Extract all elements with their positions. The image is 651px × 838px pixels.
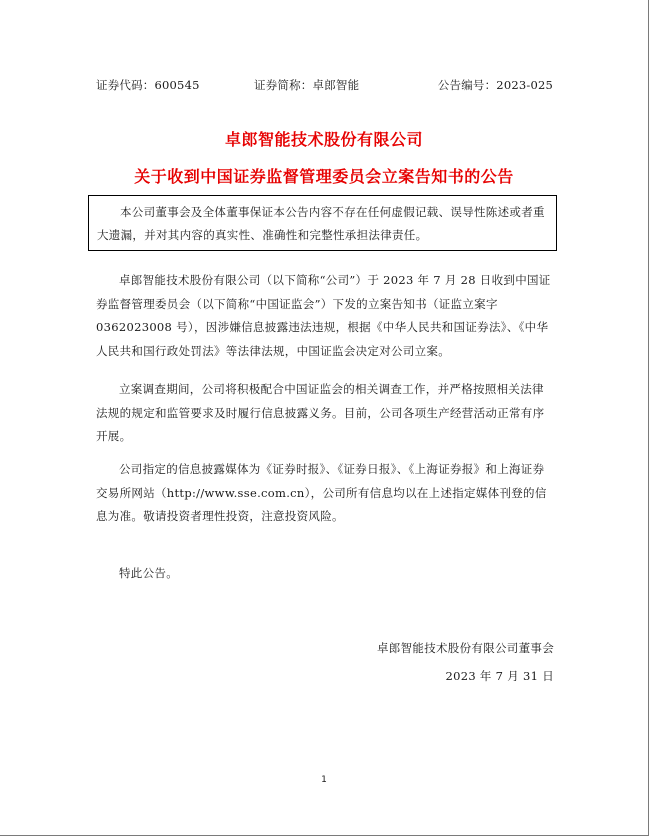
paragraph-text: 特此公告。	[119, 566, 178, 580]
stock-abbreviation: 证券简称：卓郎智能	[254, 78, 360, 92]
board-guarantee-notice	[88, 195, 557, 251]
paragraph-text: 立案调查期间，公司将积极配合中国证监会的相关调查工作，并严格按照相关法律法规的规定和监管要求及时履行信息披露义务。目前，公司各项生产经营活动正常有序开展。	[96, 382, 545, 443]
paragraph-closing	[96, 562, 555, 586]
paragraph-investigation	[96, 378, 555, 449]
notice-text: 本公司董事会及全体董事保证本公告内容不存在任何虚假记载、误导性陈述或者重大遗漏，并对其内容的真实性、准确性和完整性承担法律责任。	[97, 205, 545, 242]
paragraph-case-filing	[96, 269, 555, 363]
page-number: 1	[321, 775, 327, 785]
paragraph-text: 公司指定的信息披露媒体为《证券时报》、《证券日报》、《上海证券报》和上海证券交易所网站（http://www.sse.com.cn），公司所有信息均以在上述指定媒体刊登的信息为准。敬请投资者理性投资，注意投资风险。	[96, 462, 547, 523]
announcement-title: 关于收到中国证券监督管理委员会立案告知书的公告	[134, 167, 514, 186]
paragraph-media	[96, 458, 555, 529]
signature-organization: 卓郎智能技术股份有限公司董事会	[377, 641, 554, 655]
paragraph-text: 卓郎智能技术股份有限公司（以下简称“公司”）于 2023 年 7 月 28 日收到中国证券监督管理委员会（以下简称“中国证监会”）下发的立案告知书（证监立案字 0362023008 号），因涉嫌信息披露违法违规，根据《中华人民共和国证券法》、《中华人民共和国行政处罚法》等法律法规，中国证监会决定对公司立案。	[96, 273, 551, 358]
signature-date: 2023 年 7 月 31 日	[445, 669, 554, 683]
stock-code: 证券代码：600545	[96, 78, 200, 92]
company-title: 卓郎智能技术股份有限公司	[224, 130, 423, 149]
document-header	[96, 77, 553, 93]
announcement-number: 公告编号：2023-025	[437, 78, 553, 92]
